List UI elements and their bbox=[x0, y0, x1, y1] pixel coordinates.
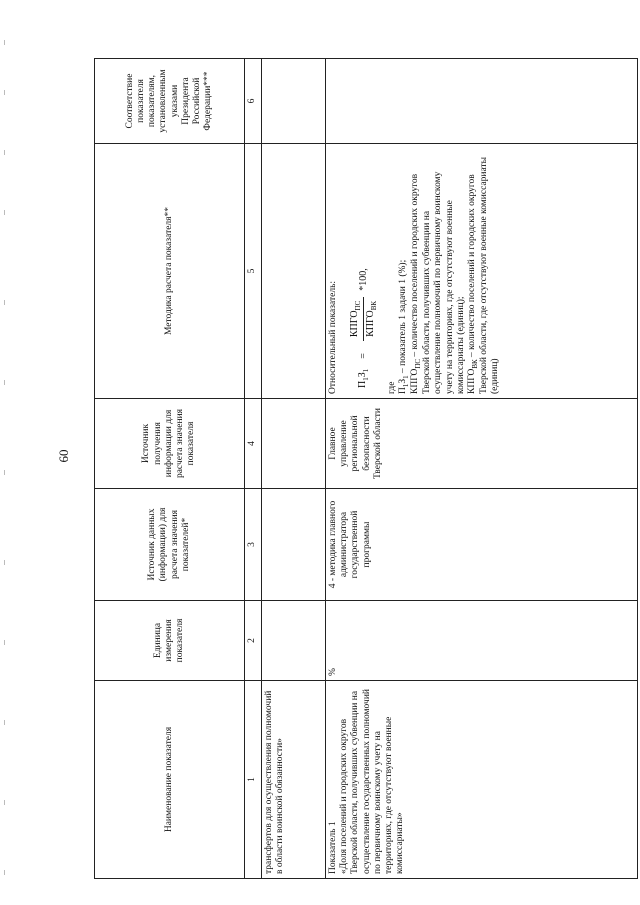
continuation-row bbox=[262, 59, 326, 879]
method-intro: Относительный показатель: bbox=[328, 280, 338, 394]
empty-cell bbox=[262, 59, 326, 144]
column-number: 4 bbox=[245, 399, 262, 489]
indicator-row bbox=[326, 59, 638, 879]
column-number: 6 bbox=[245, 59, 262, 144]
header-data-source: Источник данных (информации) для расчета значения показателей* bbox=[95, 489, 245, 601]
indicator-unit: % bbox=[326, 601, 638, 681]
header-info-source: Источник получения информации для расчета значения показателя bbox=[95, 399, 245, 489]
empty-cell bbox=[262, 601, 326, 681]
method-where: где bbox=[386, 381, 397, 394]
empty-cell bbox=[262, 144, 326, 399]
formula-fraction bbox=[349, 297, 379, 341]
scan-edge-marks bbox=[3, 0, 7, 905]
indicator-data-source: 4 - методика главного администратора государственной программы bbox=[326, 489, 638, 601]
rotated-table-frame bbox=[94, 59, 638, 879]
header-compliance: Соответствие показателя показателям, установленным указами Президента Российской Федерации*** bbox=[95, 59, 245, 144]
indicator-title: Показатель 1 bbox=[328, 821, 338, 874]
header-indicator-name: Наименование показателя bbox=[95, 681, 245, 879]
column-number-row bbox=[245, 59, 262, 879]
formula-denominator: $КПГО_{ВК}$ bbox=[365, 300, 379, 337]
method-definition-3: $КПГО_{ВК}$ – количество поселений и городских округов Тверской области, где отсутствуют военные комиссариаты (единиц) bbox=[467, 157, 501, 394]
table-container bbox=[94, 59, 638, 879]
indicator-name-cell bbox=[326, 681, 638, 879]
column-number: 5 bbox=[245, 144, 262, 399]
empty-cell bbox=[262, 489, 326, 601]
header-method: Методика расчета показателя** bbox=[95, 144, 245, 399]
method-formula bbox=[349, 148, 379, 388]
indicator-compliance bbox=[326, 59, 638, 144]
indicator-description: «Доля поселений и городских округов Тверской области, получивших субвенции на осуществление государственных полномочий по первичному воинскому учету на территориях, где отсутствуют военные комиссариаты» bbox=[339, 689, 406, 874]
method-definition-2: $КПГО_{ПС}$ – количество поселений и городских округов Тверской области, получивших субвенции на осуществление полномочий по первичному воинскому учету на территориях, где отсутствуют военные комиссариаты (единиц); bbox=[410, 171, 466, 394]
formula-lhs: $П_1З_1$ bbox=[357, 368, 371, 388]
column-number: 1 bbox=[245, 681, 262, 879]
indicator-info-source: Главное управление региональной безопасности Тверской области bbox=[326, 399, 638, 489]
empty-cell bbox=[262, 399, 326, 489]
header-unit: Единица измерения показателя bbox=[95, 601, 245, 681]
column-number: 3 bbox=[245, 489, 262, 601]
indicator-method-cell bbox=[326, 144, 638, 399]
page-number: 60 bbox=[56, 449, 71, 463]
indicator-table bbox=[94, 58, 638, 879]
column-number: 2 bbox=[245, 601, 262, 681]
formula-equals: = bbox=[358, 353, 370, 359]
formula-numerator: $КПГО_{ПС}$ bbox=[349, 297, 364, 341]
formula-multiplier: *100, bbox=[358, 268, 370, 291]
method-definition-1: $П_1З_1$ – показатель 1 задачи 1 (%); bbox=[397, 259, 410, 394]
continuation-name: трансфертов для осуществления полномочий в области воинской обязанности» bbox=[262, 681, 326, 879]
header-row bbox=[95, 59, 245, 879]
